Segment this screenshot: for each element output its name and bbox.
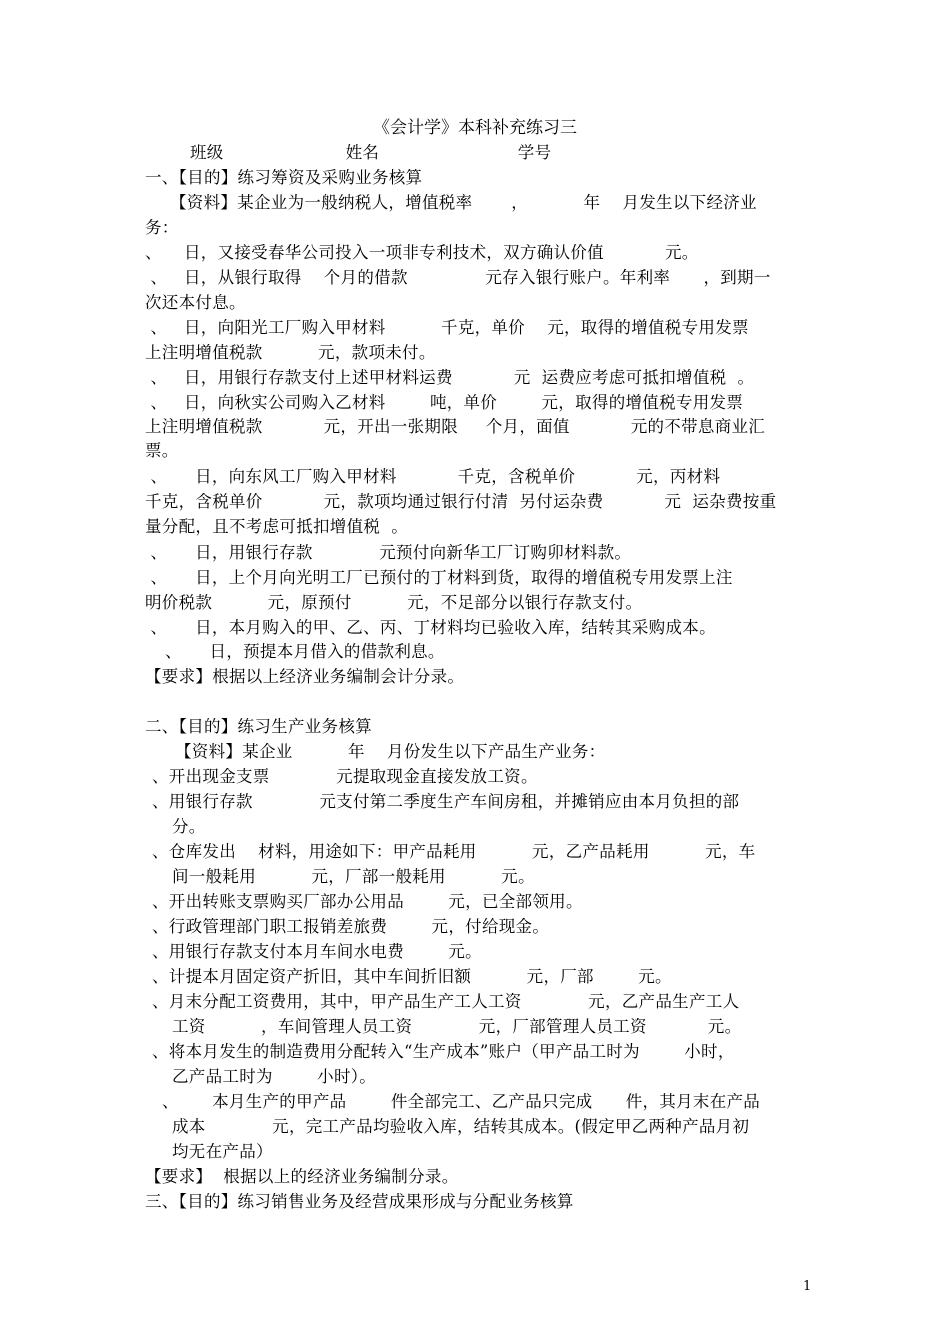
text-line: 、开出现金支票 元提取现金直接发放工资。	[152, 767, 538, 786]
text-line: 、用银行存款 元支付第二季度生产车间房租，并摊销应由本月负担的部	[152, 792, 740, 811]
text-line: 、月末分配工资费用，其中，甲产品生产工人工资 元，乙产品生产工人	[152, 992, 740, 1011]
text-line: 分。	[172, 817, 206, 836]
text-line: 次还本付息。	[145, 293, 246, 312]
text-line: 、 日，向阳光工厂购入甲材料 千克，单价 元，取得的增值税专用发票	[145, 318, 749, 337]
text-line: 、 日，向东风工厂购入甲材料 千克，含税单价 元，丙材料	[145, 467, 721, 486]
requirement-line: 【要求】 根据以上的经济业务编制分录。	[145, 1167, 459, 1186]
document-title: 《会计学》本科补充练习三	[373, 118, 577, 138]
text-line: 上注明增值税款 元，开出一张期限 个月，面值 元的不带息商业汇	[145, 417, 766, 436]
text-line: 、开出转账支票购买厂部办公用品 元，已全部领用。	[152, 892, 583, 911]
text-line: 、 本月生产的甲产品 件全部完工、乙产品只完成 件，其月末在产品	[162, 1092, 761, 1111]
section-heading: 二、【目的】练习生产业务核算	[145, 717, 372, 736]
text-line: 【资料】某企业为一般纳税人，增值税率 ， 年 月发生以下经济业	[170, 193, 757, 212]
text-line: 上注明增值税款 元，款项未付。	[145, 343, 436, 362]
section-heading: 三、【目的】练习销售业务及经营成果形成与分配业务核算	[145, 1192, 574, 1211]
text-line: 均无在产品）	[172, 1142, 273, 1161]
text-line: 、 日，本月购入的甲、乙、丙、丁材料均已验收入库，结转其采购成本。	[145, 618, 716, 637]
text-line: 工资 ，车间管理人员工资 元，厂部管理人员工资 元。	[172, 1017, 742, 1036]
text-line: 、 日，用银行存款支付上述甲材料运费 元 运费应考虑可抵扣增值税 。	[145, 368, 755, 387]
text-line: 、 日，上个月向光明工厂已预付的丁材料到货，取得的增值税专用发票上注	[145, 568, 733, 587]
header-fields: 班级 姓名 学号	[190, 143, 552, 162]
text-line: 、将本月发生的制造费用分配转入“生产成本”账户（甲产品工时为 小时，	[152, 1042, 735, 1061]
text-line: 千克，含税单价 元，款项均通过银行付清 另付运杂费 元 运杂费按重	[145, 492, 777, 511]
text-line: 、 日，向秋实公司购入乙材料 吨，单价 元，取得的增值税专用发票	[145, 393, 744, 412]
text-line: 、 日，预提本月借入的借款利息。	[165, 642, 445, 661]
text-line: 、用银行存款支付本月车间水电费 元。	[152, 942, 482, 961]
text-line: 量分配，且不考虑可抵扣增值税 。	[145, 517, 409, 536]
requirement-line: 【要求】根据以上经济业务编制会计分录。	[145, 667, 465, 686]
text-line: 间一般耗用 元，厂部一般耗用 元。	[172, 867, 535, 886]
text-line: 【资料】某企业 年 月份发生以下产品生产业务：	[175, 742, 606, 761]
text-line: 、 日，从银行取得 个月的借款 元存入银行账户。年利率 ，到期一	[145, 268, 771, 287]
text-line: 乙产品工时为 小时）。	[172, 1067, 377, 1086]
text-line: 、 日，又接受春华公司投入一项非专利技术，双方确认价值 元。	[145, 243, 699, 262]
text-line: 、 日，用银行存款 元预付向新华工厂订购卯材料款。	[145, 543, 632, 562]
text-line: 票。	[145, 441, 179, 460]
text-line: 、行政管理部门职工报销差旅费 元，付给现金。	[152, 917, 550, 936]
page-number: 1	[803, 1279, 812, 1294]
section-heading: 一、【目的】练习筹资及采购业务核算	[145, 168, 423, 187]
text-line: 务：	[145, 218, 179, 237]
text-line: 成本 元，完工产品均验收入库，结转其成本。(假定甲乙两种产品月初	[172, 1117, 750, 1136]
text-line: 、计提本月固定资产折旧，其中车间折旧额 元，厂部 元。	[152, 967, 672, 986]
text-line: 、仓库发出 材料，用途如下：甲产品耗用 元，乙产品耗用 元，车	[152, 842, 756, 861]
text-line: 明价税款 元，原预付 元，不足部分以银行存款支付。	[145, 593, 643, 612]
